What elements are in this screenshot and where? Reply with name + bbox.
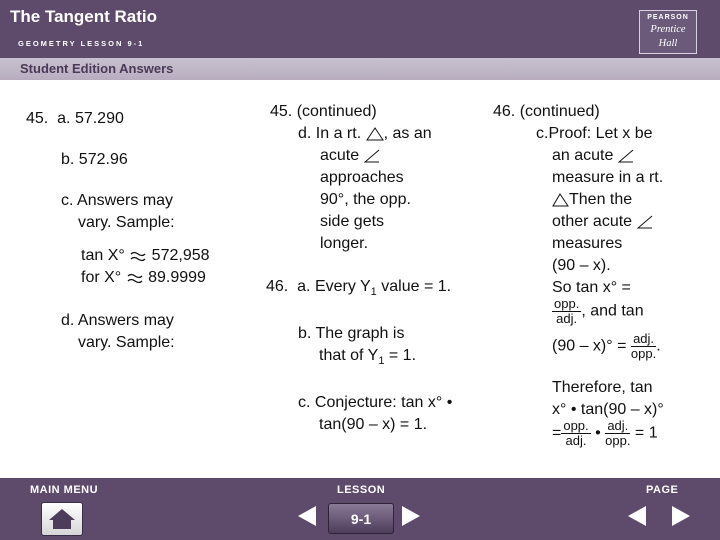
publisher-logo bbox=[639, 10, 697, 54]
answer-text: that of Y bbox=[319, 347, 379, 365]
angle-icon bbox=[637, 215, 653, 229]
arrow-left-icon bbox=[298, 506, 316, 526]
answer-text: So tan x° = bbox=[552, 279, 631, 296]
part-letter: c. bbox=[536, 125, 549, 142]
lesson-prev-button[interactable] bbox=[298, 506, 316, 526]
answer-text: The graph is bbox=[315, 325, 405, 343]
fraction-opp-adj: $\frac{\text{opp.}}{\text{adj.}}$ bbox=[563, 418, 589, 448]
subscript: 1 bbox=[378, 355, 385, 368]
approx-icon bbox=[126, 271, 144, 285]
answers-col-1 bbox=[26, 108, 246, 354]
lesson-label: LESSON bbox=[337, 484, 386, 496]
approx-icon bbox=[129, 249, 147, 263]
answer-text: approaches bbox=[320, 169, 404, 186]
answer-text: x° • tan(90 – x)° bbox=[552, 401, 664, 418]
arrow-right-icon bbox=[672, 506, 690, 526]
answer-text: Proof: Let x be bbox=[548, 125, 653, 142]
part-letter: c. bbox=[298, 394, 311, 412]
fraction-adj-opp: $\frac{\text{adj.}}{\text{opp.}}$ bbox=[630, 331, 657, 361]
continued-heading: 46. (continued) bbox=[493, 103, 600, 120]
answer-text: measures bbox=[552, 235, 623, 252]
part-letter: b. bbox=[61, 151, 75, 168]
answer-text: In a rt. bbox=[315, 125, 362, 142]
page-title: The Tangent Ratio bbox=[10, 7, 158, 26]
logo-line1: Prentice bbox=[650, 24, 686, 35]
answer-text: longer. bbox=[320, 235, 369, 252]
angle-icon bbox=[618, 149, 634, 163]
answer-text: = 1 bbox=[634, 424, 658, 442]
part-letter: b. bbox=[298, 325, 312, 343]
fraction-opp-adj: $\frac{\text{opp.}}{\text{adj.}}$ bbox=[554, 296, 580, 326]
answer-text: (90 – x)° = bbox=[552, 337, 627, 355]
answer-text: side gets bbox=[320, 213, 385, 230]
answers-col-2 bbox=[264, 101, 494, 436]
fraction-adj-opp: $\frac{\text{adj.}}{\text{opp.}}$ bbox=[605, 418, 631, 448]
answer-text: (90 – x). bbox=[552, 257, 611, 274]
question-number: 46. bbox=[266, 278, 289, 295]
lesson-next-button[interactable] bbox=[402, 506, 420, 526]
answer-text: 89.9999 bbox=[148, 269, 206, 286]
angle-icon bbox=[364, 149, 380, 163]
answer-text: Conjecture: tan x° • bbox=[314, 394, 453, 412]
answer-text: Answers may bbox=[77, 192, 174, 209]
answer-text: an acute bbox=[552, 147, 614, 164]
arrow-left-icon bbox=[628, 506, 646, 526]
answer-text: value = 1. bbox=[376, 278, 452, 295]
answer-text: acute bbox=[320, 147, 360, 164]
part-letter: a. bbox=[57, 110, 71, 127]
answer-text: Every Y bbox=[314, 278, 371, 295]
answer-text: 57.290 bbox=[74, 110, 124, 127]
page-label: PAGE bbox=[646, 484, 679, 496]
part-letter: d. bbox=[298, 125, 312, 142]
answers-col-3: 46. (continued) c.Proof: Let x be an acute measure in a rt. Then the other acute measures (90 – x). So tan x° = $\frac{\text{opp.}}{\text{adj.}}$ , and tan (90 – x)° = $\frac{\text{adj.}}{\text{opp.}}$ . Therefore, tan x° • tan(90 – x)° = $\frac{\text{opp.}}{\text{adj.}}$ • $\frac{\text{adj.}}{\text{opp.}}$ = 1 bbox=[493, 103, 664, 448]
logo-top: PEARSON bbox=[647, 14, 689, 21]
answer-text: , as an bbox=[383, 125, 432, 142]
page-next-button[interactable] bbox=[672, 506, 690, 526]
answer-text: for X° bbox=[81, 269, 122, 286]
answer-text: 572,958 bbox=[151, 247, 210, 264]
section-title: Student Edition Answers bbox=[20, 61, 174, 76]
main-menu-label: MAIN MENU bbox=[30, 484, 99, 496]
page-prev-button[interactable] bbox=[628, 506, 646, 526]
home-icon bbox=[47, 507, 77, 531]
logo-line2: Hall bbox=[658, 38, 678, 49]
question-number: 45. bbox=[26, 110, 49, 127]
main-menu-button[interactable] bbox=[41, 502, 83, 536]
answer-text: = 1. bbox=[384, 347, 417, 365]
part-letter: a. bbox=[297, 278, 311, 295]
answer-text: 90°, the opp. bbox=[320, 191, 411, 208]
answer-text: vary. Sample: bbox=[78, 334, 175, 351]
answer-text: 572.96 bbox=[78, 151, 128, 168]
answer-text: tan(90 – x) = 1. bbox=[319, 416, 428, 434]
answer-text: measure in a rt. bbox=[552, 169, 664, 186]
answer-text: Answers may bbox=[77, 312, 174, 329]
answer-text: , and tan bbox=[581, 302, 644, 320]
lesson-button-label: 9-1 bbox=[350, 510, 372, 527]
answer-text: Therefore, tan bbox=[552, 379, 653, 396]
answer-text: Then the bbox=[569, 191, 633, 208]
answer-text: vary. Sample: bbox=[78, 214, 175, 231]
answer-text: other acute bbox=[552, 213, 633, 230]
triangle-icon bbox=[552, 193, 569, 207]
part-letter: c. bbox=[61, 192, 74, 209]
lesson-button[interactable] bbox=[328, 503, 394, 534]
subscript: 1 bbox=[370, 286, 377, 299]
continued-heading: 45. (continued) bbox=[270, 103, 377, 120]
lesson-subtitle: GEOMETRY LESSON 9-1 bbox=[18, 39, 145, 48]
arrow-right-icon bbox=[402, 506, 420, 526]
part-letter: d. bbox=[61, 312, 75, 329]
answer-text: tan X° bbox=[81, 247, 125, 264]
triangle-icon bbox=[366, 127, 384, 141]
